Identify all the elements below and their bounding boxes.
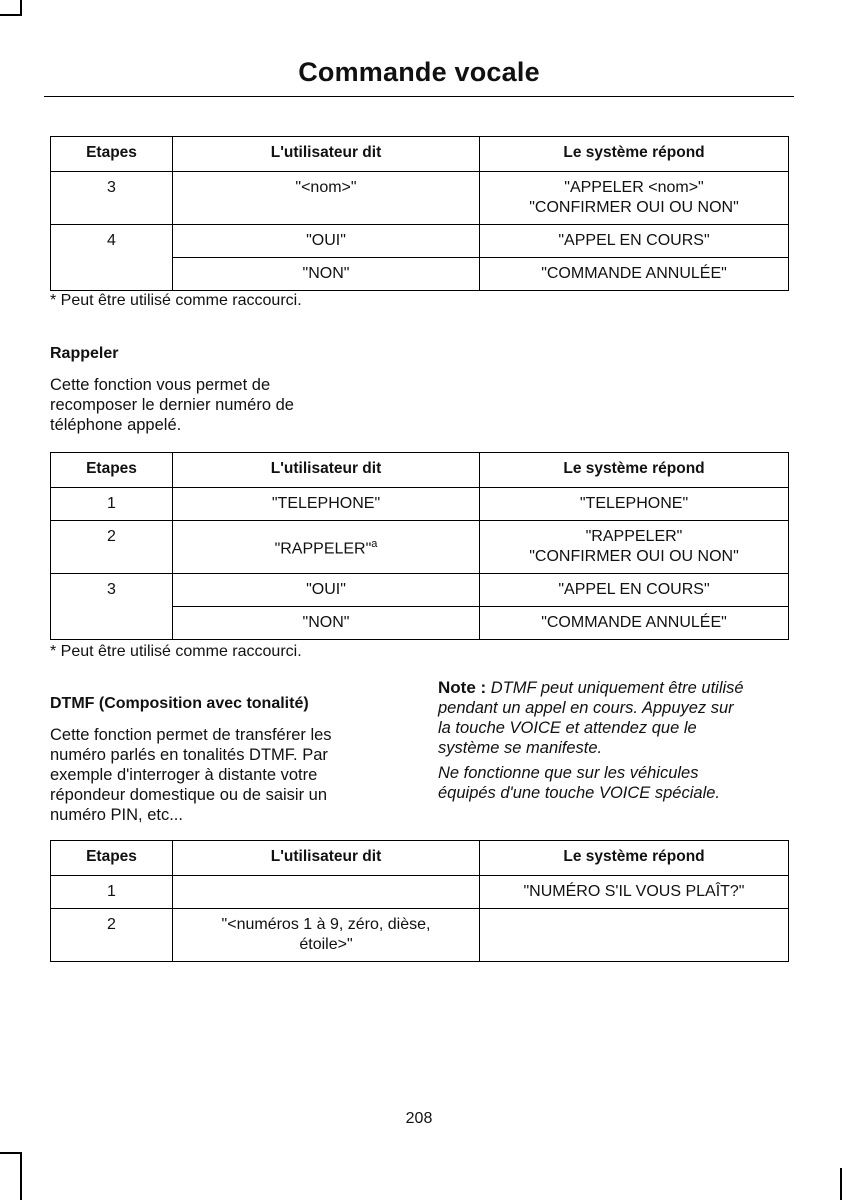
rappeler-description: Cette fonction vous permet de recomposer le dernier numéro de téléphone appelé. bbox=[50, 376, 294, 434]
footnote: * Peut être utilisé comme raccourci. bbox=[50, 292, 302, 309]
section-heading-rappeler: Rappeler bbox=[50, 345, 119, 362]
crop-mark bbox=[20, 1152, 22, 1200]
crop-mark bbox=[840, 1168, 842, 1200]
note-label: Note : bbox=[438, 678, 487, 697]
system-reply-cell: "TELEPHONE" bbox=[480, 488, 789, 521]
page-title: Commande vocale bbox=[298, 57, 540, 87]
table-header-row bbox=[51, 841, 789, 876]
system-reply-cell: "APPEL EN COURS" bbox=[480, 225, 789, 258]
step-cell: 2 bbox=[51, 521, 173, 574]
step-cell: 2 bbox=[51, 909, 173, 962]
system-reply-cell: "RAPPELER" "CONFIRMER OUI OU NON" bbox=[480, 521, 789, 574]
table-row bbox=[51, 909, 789, 962]
col-header-user-says: L'utilisateur dit bbox=[173, 453, 480, 488]
section-heading-dtmf: DTMF (Composition avec tonalité) bbox=[50, 695, 309, 712]
system-reply-cell: "APPEL EN COURS" bbox=[480, 574, 789, 607]
table-header-row bbox=[51, 137, 789, 172]
user-says-cell bbox=[173, 876, 480, 909]
steps-table-3 bbox=[50, 840, 789, 962]
user-says-cell: "NON" bbox=[173, 607, 480, 640]
user-says-cell: "<numéros 1 à 9, zéro, dièse, étoile>" bbox=[173, 909, 480, 962]
system-reply-cell bbox=[480, 909, 789, 962]
crop-mark bbox=[20, 0, 22, 14]
table-row bbox=[51, 172, 789, 225]
user-says-cell bbox=[173, 521, 480, 574]
table-row bbox=[51, 488, 789, 521]
step-cell: 3 bbox=[51, 172, 173, 225]
dtmf-description: Cette fonction permet de transférer les numéro parlés en tonalités DTMF. Par exemple d'interroger à distante votre répondeur domestique ou de saisir un numéro PIN, etc... bbox=[50, 726, 332, 824]
footnote-marker: a bbox=[371, 538, 378, 551]
table-row bbox=[51, 521, 789, 574]
step-cell: 3 bbox=[51, 574, 173, 640]
system-reply-cell: "COMMANDE ANNULÉE" bbox=[480, 258, 789, 291]
step-cell: 1 bbox=[51, 876, 173, 909]
col-header-system-reply: Le système répond bbox=[480, 841, 789, 876]
user-says-cell: "NON" bbox=[173, 258, 480, 291]
user-says-cell: "OUI" bbox=[173, 225, 480, 258]
col-header-user-says: L'utilisateur dit bbox=[173, 841, 480, 876]
table-row bbox=[51, 574, 789, 607]
col-header-system-reply: Le système répond bbox=[480, 137, 789, 172]
title-divider bbox=[44, 96, 794, 97]
step-cell: 1 bbox=[51, 488, 173, 521]
crop-mark bbox=[0, 1152, 22, 1154]
steps-table-1 bbox=[50, 136, 789, 291]
system-reply-cell: "APPELER <nom>" "CONFIRMER OUI OU NON" bbox=[480, 172, 789, 225]
table-row bbox=[51, 876, 789, 909]
col-header-steps: Etapes bbox=[51, 453, 173, 488]
user-says-cell: "<nom>" bbox=[173, 172, 480, 225]
system-reply-cell: "COMMANDE ANNULÉE" bbox=[480, 607, 789, 640]
note-text: DTMF peut uniquement être utilisé pendant un appel en cours. Appuyez sur la touche VOICE et attendez que le système se manifeste. bbox=[438, 679, 744, 757]
system-reply-cell: "NUMÉRO S'IL VOUS PLAÎT?" bbox=[480, 876, 789, 909]
col-header-user-says: L'utilisateur dit bbox=[173, 137, 480, 172]
table-header-row bbox=[51, 453, 789, 488]
col-header-steps: Etapes bbox=[51, 137, 173, 172]
step-cell: 4 bbox=[51, 225, 173, 291]
steps-table-2 bbox=[50, 452, 789, 640]
user-says-cell: "OUI" bbox=[173, 574, 480, 607]
footnote: * Peut être utilisé comme raccourci. bbox=[50, 643, 302, 660]
user-says-cell: "TELEPHONE" bbox=[173, 488, 480, 521]
page-number: 208 bbox=[405, 1110, 433, 1127]
crop-mark bbox=[0, 14, 22, 16]
user-says-text: "RAPPELER" bbox=[274, 540, 372, 558]
table-row bbox=[51, 225, 789, 258]
note-block bbox=[438, 678, 798, 758]
col-header-system-reply: Le système répond bbox=[480, 453, 789, 488]
note-text-secondary: Ne fonctionne que sur les véhicules équipés d'une touche VOICE spéciale. bbox=[438, 764, 720, 802]
col-header-steps: Etapes bbox=[51, 841, 173, 876]
